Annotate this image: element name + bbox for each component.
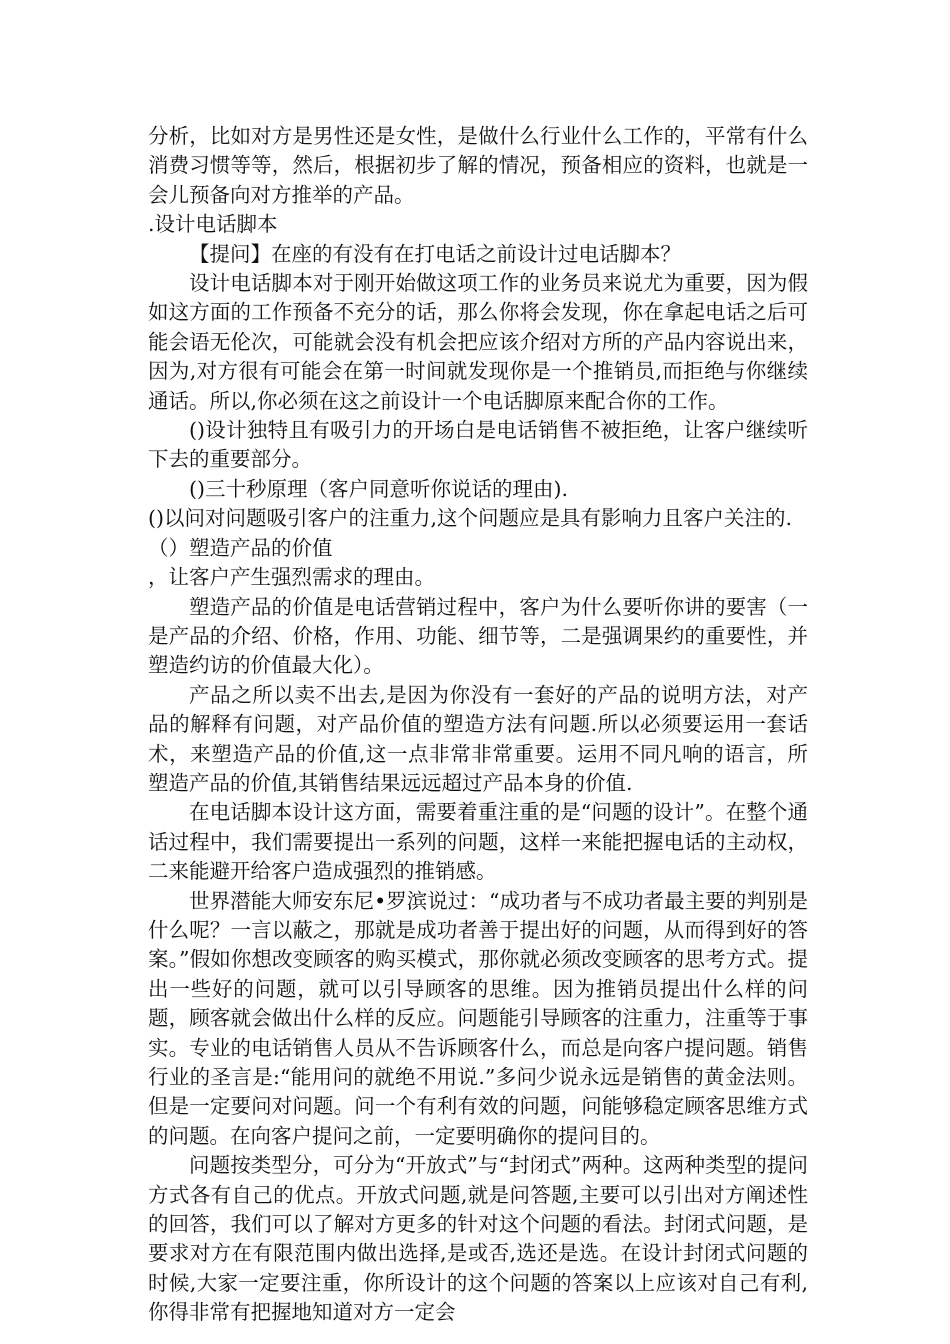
list-item-thirty-seconds: ()三十秒原理（客户同意听你说话的理由). bbox=[189, 476, 569, 501]
paragraph-question-design: 在电话脚本设计这方面，需要着重注重的是“问题的设计”。在整个通话过程中，我们需要提出一系列的问题，这样一来能把握电话的主动权，二来能避开给客户造成强烈的推销感。 bbox=[148, 800, 808, 884]
document-page bbox=[148, 122, 808, 1328]
list-item-attention-question: ()以问对问题吸引客户的注重力,这个问题应是具有影响力且客户关注的. bbox=[148, 506, 793, 531]
paragraph-need-reason: ，让客户产生强烈需求的理由。 bbox=[148, 565, 435, 590]
section-heading-script-design: .设计电话脚本 bbox=[148, 212, 278, 237]
list-item-product-value: （）塑造产品的价值 bbox=[148, 535, 333, 560]
paragraph-script-importance: 设计电话脚本对于刚开始做这项工作的业务员来说尤为重要，因为假如这方面的工作预备不充分的话，那么你将会发现，你在拿起电话之后可能会语无伦次，可能就会没有机会把应该介绍对方所的产品内容说出来，因为,对方很有可能会在第一时间就发现你是一个推销员,而拒绝与你继续通话。所以,你必须在这之前设计一个电话脚原来配合你的工作。 bbox=[148, 271, 808, 413]
paragraph-continuation: 分析，比如对方是男性还是女性，是做什么行业什么工作的，平常有什么消费习惯等等，然后，根据初步了解的情况，预备相应的资料，也就是一会儿预备向对方推举的产品。 bbox=[148, 124, 808, 207]
list-item-opening-line: ()设计独特且有吸引力的开场白是电话销售不被拒绝，让客户继续听下去的重要部分。 bbox=[148, 418, 808, 472]
paragraph-question-types: 问题按类型分，可分为“开放式”与“封闭式”两种。这两种类型的提问方式各有自己的优点。开放式问题,就是问答题,主要可以引出对方阐述性的回答，我们可以了解对方更多的针对这个问题的看法。封闭式问题，是要求对方在有限范围内做出选择,是或否,选还是选。在设计封闭式问题的时候,大家一定要注重，你所设计的这个问题的答案以上应该对自己有利,你得非常有把握地知道对方一定会 bbox=[148, 1153, 808, 1325]
paragraph-quote-robbins: 世界潜能大师安东尼•罗滨说过：“成功者与不成功者最主要的判别是什么呢？一言以蔽之，那就是成功者善于提出好的问题，从而得到好的答案。”假如你想改变顾客的购买模式，那你就必须改变顾客的思考方式。提出一些好的问题，就可以引导顾客的思维。因为推销员提出什么样的问题，顾客就会做出什么样的反应。问题能引导顾客的注重力，注重等于事实。专业的电话销售人员从不告诉顾客什么，而总是向客户提问题。销售行业的圣言是:“能用问的就绝不用说.”多问少说永远是销售的黄金法则。但是一定要问对问题。问一个有利有效的问题，问能够稳定顾客思维方式的问题。在向客户提问之前，一定要明确你的提问目的。 bbox=[148, 888, 808, 1148]
paragraph-value-shaping: 塑造产品的价值是电话营销过程中，客户为什么要听你讲的要害（一是产品的介绍、价格，作用、功能、细节等，二是强调果约的重要性，并塑造约访的价值最大化）。 bbox=[148, 594, 808, 678]
question-prompt: 【提问】在座的有没有在打电话之前设计过电话脚本？ bbox=[189, 241, 681, 266]
paragraph-product-explanation: 产品之所以卖不出去,是因为你没有一套好的产品的说明方法，对产品的解释有问题，对产品价值的塑造方法有问题.所以必须要运用一套话术，来塑造产品的价值,这一点非常非常重要。运用不同凡响的语言，所塑造产品的价值,其销售结果远远超过产品本身的价值. bbox=[148, 682, 808, 795]
